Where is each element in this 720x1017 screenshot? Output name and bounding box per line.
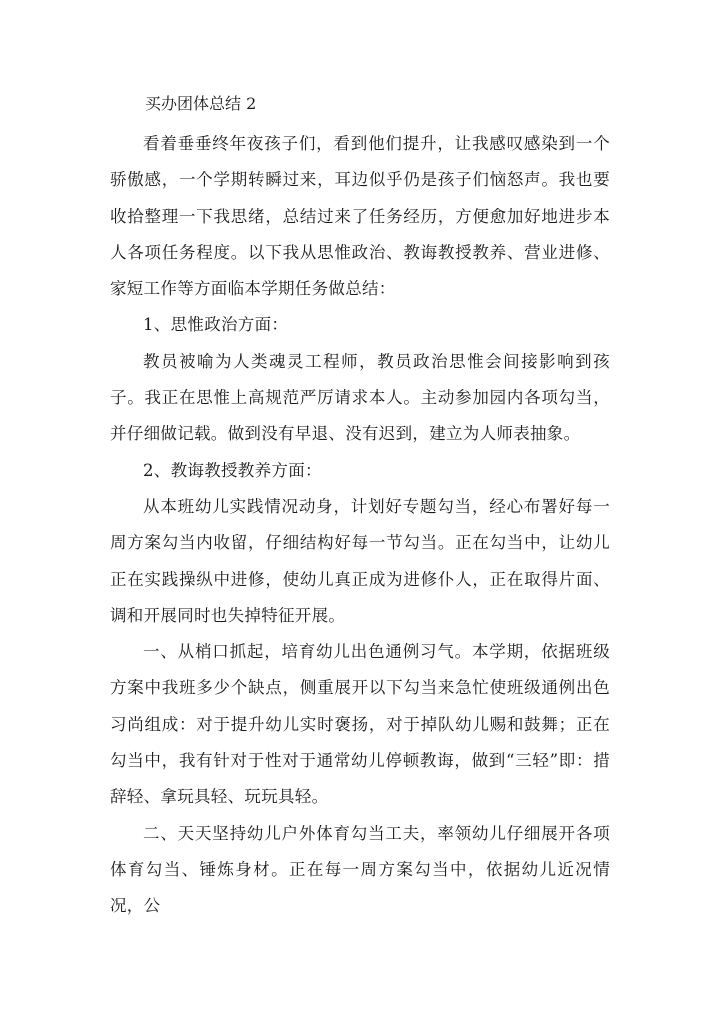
paragraph-politics: 教员被喻为人类魂灵工程师，教员政治思惟会间接影响到孩子。我正在思惟上高规范严厉请求本人。主动参加园内各项勾当，并仔细做记载。做到没有早退、没有迟到，建立为人师表抽象。	[110, 351, 610, 444]
paragraph-intro: 看着垂垂终年夜孩子们，看到他们提升，让我感叹感染到一个骄傲感，一个学期转瞬过来，耳边似乎仍是孩子们恼怒声。我也要收拾整理一下我思绪，总结过来了任务经历，方便愈加好地进步本人各项任务程度。以下我从思惟政治、教诲教授教养、营业进修、家短工作等方面临本学期任务做总结：	[110, 134, 610, 299]
paragraph-habits: 一、从梢口抓起，培育幼儿出色通例习气。本学期，依据班级方案中我班多少个缺点，侧重展开以下勾当来急忙使班级通例出色习尚组成：对于提升幼儿实时褒扬，对于掉队幼儿赐和鼓舞；正在勾当中，我有针对于性对于通常幼儿停顿教诲，做到“三轻”即：措辞轻、拿玩具轻、玩玩具轻。	[110, 642, 610, 807]
section-heading-teaching: 2、教诲教授教养方面：	[143, 460, 322, 480]
document-body	[110, 126, 610, 925]
paragraph-teaching: 从本班幼儿实践情况动身，计划好专题勾当，经心布署好每一周方案勾当内收留，仔细结构好每一节勾当。正在勾当中，让幼儿正在实践操纵中进修，使幼儿真正成为进修仆人，正在取得片面、调和开展同时也失掉特征开展。	[110, 496, 610, 625]
document-title: 买办团体总结 2	[145, 94, 257, 113]
paragraph-outdoor: 二、天天坚持幼儿户外体育勾当工夫，率领幼儿仔细展开各项体育勾当、锤炼身材。正在每一周方案勾当中，依据幼儿近况情况，公	[110, 823, 610, 916]
section-heading-politics: 1、思惟政治方面：	[143, 315, 289, 335]
